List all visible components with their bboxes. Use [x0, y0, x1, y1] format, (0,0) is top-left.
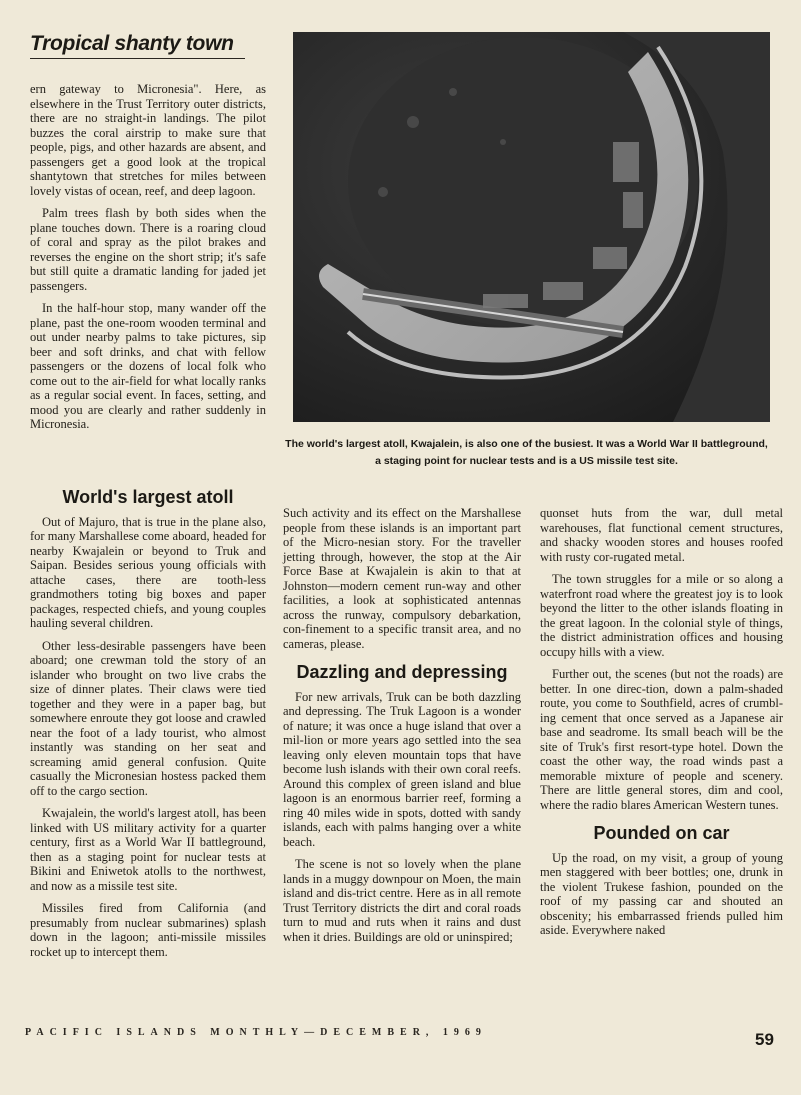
body-paragraph: The scene is not so lovely when the plane lands in a muggy downpour on Moen, the main island and dis-trict centre. Here as in all remote Trust Territory districts the dirt and coral roads turn to mud and ruts when it rains and dust when it dries. Buildings are old or uninspired; [283, 857, 521, 944]
body-paragraph: Out of Majuro, that is true in the plane also, for many Marshallese come aboard, headed for nearby Kwajalein or beyond to Truk and Saipan. Besides serious young officials with attache cases, there are tooth-less grandmothers toting big boxes and paper packages, respected chiefs, and young couples hauling several children. [30, 514, 266, 630]
body-paragraph: Further out, the scenes (but not the roads) are better. In one direc-tion, down a palm-shaded route, you come to Southfield, acres of crumbl-ing cement that once served as a Japanese air base and seadrome. Its small beach will be the site of Truk's first resort-type hotel. Down the coast the other way, the road winds past a memorable mixture of people and scenery. There are little general stores, dim and cool, where the radio blares American Western tunes. [540, 667, 783, 812]
body-paragraph: Such activity and its effect on the Marshallese people from these islands is an important part of the Micro-nesian story. For the traveller jetting through, however, the stop at the Air Force Base at Kwajalein is akin to that at Johnston—modern cement run-way and other facilities, a look at sophisticated antennas across the runway, compulsory debarkation, con-finement to a specific transit area, and no cameras, please. [283, 506, 521, 651]
body-paragraph: Other less-desirable passengers have been aboard; one crewman told the story of an islander who brought on two live crabs the size of dinner plates. Their claws were tied together and they were in a paper bag, but somewhere enroute they got loose and crawled near the foot of a lady tourist, who almost instantly was standing on her seat and screaming amid general confusion. Quite casually the Micronesian hostess packed them off to the cargo section. [30, 638, 266, 798]
intro-column [30, 82, 266, 440]
page-number: 59 [755, 1030, 774, 1049]
section-heading: Dazzling and depressing [296, 662, 508, 682]
magazine-footer: PACIFIC ISLANDS MONTHLY—DECEMBER, 1969 [25, 1027, 487, 1038]
body-paragraph: Up the road, on my visit, a group of young men staggered with beer bottles; one, drunk in the violent Trukese fashion, pounded on the roof of my passing car and shouted an obscenity; his embarrassed friends pulled him aside. Everywhere naked [540, 850, 783, 937]
intro-paragraph: In the half-hour stop, many wander off the plane, past the one-room wooden terminal and out under nearby palms to take pictures, sip beer and soft drinks, and chat with fellow passengers or the dozens of local folk who come out to the air-field for what locally ranks as a regular social event. In faces, setting, and mood you are clearly and rather suddenly in Micronesia. [30, 301, 266, 431]
section-heading: Pounded on car [593, 823, 730, 843]
body-paragraph: The town struggles for a mile or so along a waterfront road where the greatest joy is to look beyond the litter to the other islands floating in the great lagoon. In the colonial style of things, the district administration offices and housing occupy hills with a view. [540, 572, 783, 659]
atoll-photo-graphic [293, 32, 770, 422]
section-heading: World's largest atoll [62, 487, 234, 507]
right-column [540, 506, 783, 946]
body-paragraph: Missiles fired from California (and presumably from nuclear submarines) splash down in the lagoon; anti-missile missiles rocket up to intercept them. [30, 901, 266, 959]
section-world-largest-atoll [30, 487, 266, 967]
intro-paragraph: Palm trees flash by both sides when the plane touches down. There is a roaring cloud of coral and spray as the pilot brakes and reverses the engine on the short strip; it's safe but still quite a dramatic landing for jaded jet passengers. [30, 206, 266, 293]
intro-paragraph: ern gateway to Micronesia". Here, as elsewhere in the Trust Territory outer districts, there are no straight-in landings. The pilot buzzes the coral airstrip to make sure that people, pigs, and other hazards are absent, and passengers get a good look at the tropical shantytown that stretches for miles between lovely vistas of ocean, reef, and deep lagoon. [30, 82, 266, 198]
kwajalein-aerial-photo [293, 32, 770, 422]
body-paragraph: For new arrivals, Truk can be both dazzling and depressing. The Truk Lagoon is a wonder of nature; it was once a huge island that over a mil-lion or more years ago settled into the sea leaving only eleven mountain tops that have become lush islands with their own coral reefs. Around this complex of green island and blue lagoon is an enormous barrier reef, forming a ring 40 miles wide in spots, dotted with sandy islands, each with palms hanging over a white beach. [283, 689, 521, 849]
page-kicker: Tropical shanty town [30, 32, 245, 59]
photo-caption: The world's largest atoll, Kwajalein, is also one of the busiest. It was a World War II battleground, a staging point for nuclear tests and is a US missile test site. [285, 438, 768, 467]
body-paragraph: quonset huts from the war, dull metal warehouses, flat functional cement structures, and shacky wooden stores and houses roofed with rusty cor-rugated metal. [540, 506, 783, 564]
body-paragraph: Kwajalein, the world's largest atoll, has been linked with US military activity for a quarter century, first as a World War II battleground, then as a staging point for nuclear tests at Bikini and Eniwetok atolls to the northwest, and now as a missile test site. [30, 806, 266, 893]
middle-column [283, 506, 521, 952]
